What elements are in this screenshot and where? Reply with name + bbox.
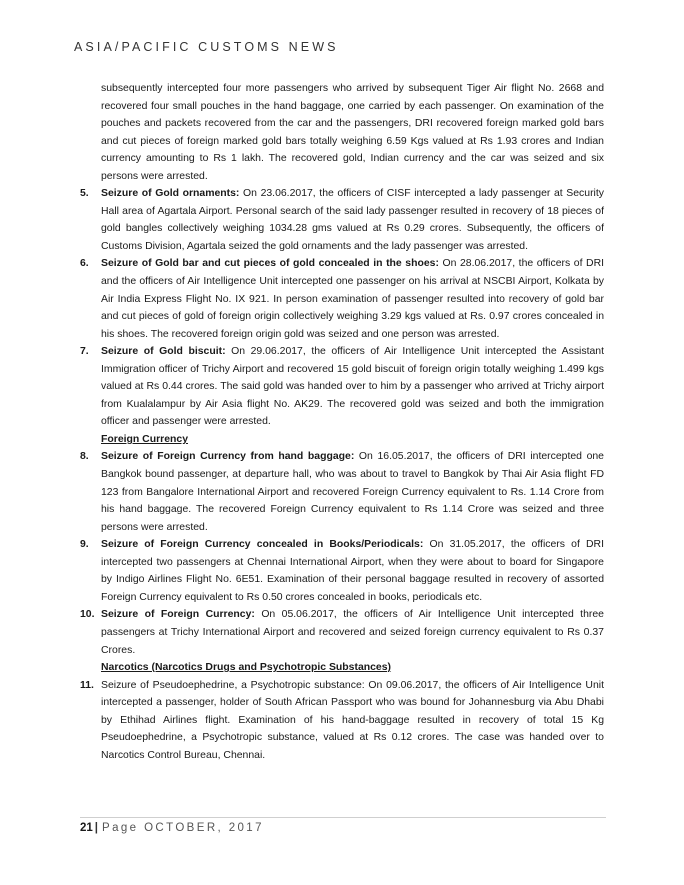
item-text: Seizure of Pseudoephedrine, a Psychotropic substance: On 09.06.2017, the officers of Air Intelligence Unit intercepted a passenger, holder of South African Passport who was bound for Johannesburg via Abu Dhabi by Ethihad Airlines flight. Examination of his hand-baggage resulted in recovery of total 15 Kg Pseudoephedrine, a Psychotropic substance, valued at Rs 0.12 crores. The case was handed over to Narcotics Control Bureau, Chennai. (101, 679, 604, 761)
seizure-item (80, 536, 604, 606)
footer-separator: | (94, 822, 99, 834)
section-heading: Narcotics (Narcotics Drugs and Psychotropic Substances) (101, 662, 392, 674)
item-title: Seizure of Foreign Currency: (101, 609, 255, 621)
item-title: Seizure of Gold ornaments: (101, 188, 240, 200)
item-number: 7. (80, 346, 89, 358)
item-text: On 28.06.2017, the officers of DRI and the officers of Air Intelligence Unit intercepted one passenger on his arrival at NSCBI Airport, Kolkata by Air India Express Flight No. IX 921. In person examination of passenger resulted into recovery of gold bar and cut pieces of gold of foreign origin collectively weighing 3.29 kgs valued at Rs. 0.97 crores concealed in his shoes. The recovered foreign origin gold was seized and one person was arrested. (101, 258, 605, 340)
item-text: On 16.05.2017, the officers of DRI intercepted one Bangkok bound passenger, at departure hall, who was about to travel to Bangkok by Thai Air Asia flight FD 123 from Bangalore International Airport and recovered Foreign Currency equivalent to Rs. 1.14 Crore from his hand baggage. The recovered Foreign Currency equivalent to Rs 1.14 Crore was seized and three persons were arrested. (101, 451, 604, 533)
item-text: On 29.06.2017, the officers of Air Intelligence Unit intercepted the Assistant Immigration officer of Trichy Airport and recovered 15 gold biscuit of foreign origin totally weighing 1.499 kgs valued at Rs 0.44 crores. The said gold was handed over to him by a passenger who arrived at Trichy airport from Kualalampur by Air Asia flight No. AK29. The recovered gold was seized and both the immigration officer and passenger were arrested. (101, 346, 604, 428)
section-heading: Foreign Currency (101, 433, 188, 445)
intro-paragraph: subsequently intercepted four more passengers who arrived by subsequent Tiger Air flight No. 2668 and recovered four small pouches in the hand baggage, one carried by each passenger. On examination of the pouches and packets recovered from the car and the passengers, DRI recovered foreign marked gold bars and cut pieces of foreign marked gold bars totally weighing 6.59 Kgs valued at Rs 1.93 crores and Indian currency amounting to Rs 1 lakh. The recovered gold, Indian currency and the car was seized and six persons were arrested. (101, 83, 604, 182)
seizure-item (80, 606, 604, 659)
article-body (80, 80, 604, 764)
item-number: 5. (80, 188, 89, 200)
item-title: Seizure of Gold bar and cut pieces of gold concealed in the shoes: (101, 258, 439, 270)
running-header: ASIA/PACIFIC CUSTOMS NEWS (74, 40, 339, 54)
seizure-item (80, 448, 604, 536)
footer-label: Page OCTOBER, 2017 (102, 822, 264, 834)
item-title: Seizure of Foreign Currency concealed in Books/Periodicals: (101, 539, 424, 551)
item-number: 8. (80, 451, 89, 463)
seizure-list (80, 185, 604, 764)
seizure-item (80, 185, 604, 255)
page-footer (80, 817, 606, 834)
item-number: 6. (80, 258, 89, 270)
seizure-item (80, 255, 604, 343)
item-text: On 31.05.2017, the officers of DRI intercepted two passengers at Chennai International Airport, when they were about to board for Singapore by Indigo Airlines Flight No. 6E51. Examination of their personal baggage resulted in recovery of assorted Foreign Currency equivalent to Rs 0.50 crores concealed in books, periodicals etc. (101, 539, 604, 603)
item-text: On 05.06.2017, the officers of Air Intelligence Unit intercepted three passengers at Trichy International Airport and recovered and seized foreign currency equivalent to Rs 0.37 Crores. (101, 609, 604, 656)
item-text: On 23.06.2017, the officers of CISF intercepted a lady passenger at Security Hall area of Agartala Airport. Personal search of the said lady passenger resulted in recovery of 18 pieces of gold bangles collectively weighing 1034.28 gms valued at Rs 0.29 crores. Subsequently, the officers of Customs Division, Agartala seized the gold ornaments and the lady passenger was arrested. (101, 188, 604, 252)
item-number: 10. (80, 609, 95, 621)
seizure-item (80, 677, 604, 765)
item-number: 9. (80, 539, 89, 551)
page-number: 21 (80, 822, 93, 834)
item-title: Seizure of Foreign Currency from hand baggage: (101, 451, 355, 463)
seizure-item (80, 343, 604, 431)
item-title: Seizure of Gold biscuit: (101, 346, 226, 358)
item-number: 11. (80, 679, 94, 691)
